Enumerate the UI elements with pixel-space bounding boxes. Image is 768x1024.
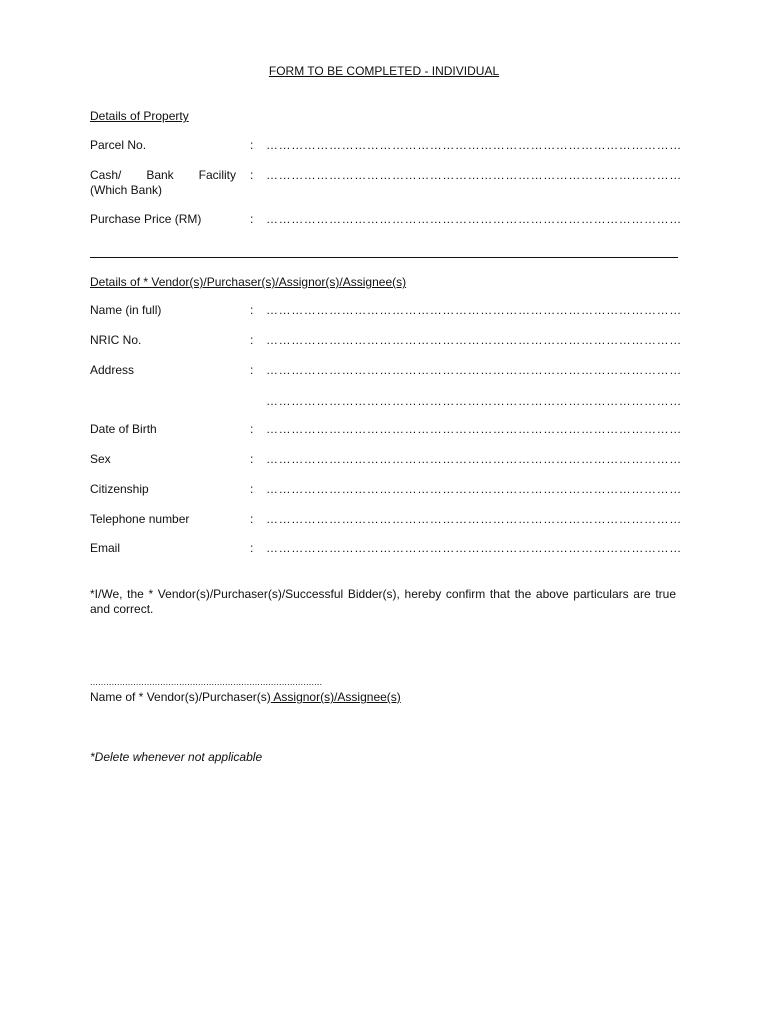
bank-word: Bank — [146, 168, 174, 182]
nric-label: NRIC No. — [90, 333, 142, 347]
parcel-no-label: Parcel No. — [90, 138, 147, 152]
name-label: Name (in full) — [90, 303, 162, 317]
cash-bank-field[interactable]: ……………………………………………………………………………………… — [266, 168, 682, 182]
telephone-label: Telephone number — [90, 512, 190, 526]
cash-word: Cash/ — [90, 168, 122, 182]
name-colon: : — [250, 303, 254, 317]
name-field[interactable]: ……………………………………………………………………………………… — [266, 303, 682, 317]
email-label: Email — [90, 541, 121, 555]
cash-bank-colon: : — [250, 168, 254, 182]
cash-bank-facility-label — [90, 168, 236, 182]
address-label: Address — [90, 363, 135, 377]
signature-name-part1: Name of * Vendor(s)/Purchaser(s) — [90, 690, 271, 704]
form-title: FORM TO BE COMPLETED - INDIVIDUAL — [268, 64, 500, 78]
address-field-line-1[interactable]: ……………………………………………………………………………………… — [266, 363, 682, 377]
section-divider — [90, 257, 678, 258]
address-field-line-2[interactable]: ……………………………………………………………………………………… — [266, 394, 682, 408]
declaration-text: *I/We, the * Vendor(s)/Purchaser(s)/Successful Bidder(s), hereby confirm that the above particulars are true and correct. — [90, 587, 676, 616]
parcel-no-colon: : — [250, 138, 254, 152]
signature-name-label — [90, 690, 401, 704]
nric-colon: : — [250, 333, 254, 347]
dob-label: Date of Birth — [90, 422, 157, 436]
purchase-price-field[interactable]: ……………………………………………………………………………………… — [266, 212, 682, 226]
sex-label: Sex — [90, 452, 111, 466]
citizenship-colon: : — [250, 482, 254, 496]
property-section-heading: Details of Property — [90, 109, 189, 123]
citizenship-label: Citizenship — [90, 482, 149, 496]
purchase-price-colon: : — [250, 212, 254, 226]
footnote: *Delete whenever not applicable — [90, 750, 263, 764]
email-field[interactable]: ……………………………………………………………………………………… — [266, 541, 682, 555]
sex-colon: : — [250, 452, 254, 466]
dob-colon: : — [250, 422, 254, 436]
telephone-colon: : — [250, 512, 254, 526]
address-colon: : — [250, 363, 254, 377]
dob-field[interactable]: ……………………………………………………………………………………… — [266, 422, 682, 436]
which-bank-label: (Which Bank) — [90, 183, 163, 197]
nric-field[interactable]: ……………………………………………………………………………………… — [266, 333, 682, 347]
signature-name-part2: Assignor(s)/Assignee(s) — [270, 690, 401, 704]
facility-word: Facility — [198, 168, 236, 182]
signature-line[interactable]: ...................................................................................... — [90, 677, 323, 687]
party-section-heading: Details of * Vendor(s)/Purchaser(s)/Assignor(s)/Assignee(s) — [90, 275, 407, 289]
purchase-price-label: Purchase Price (RM) — [90, 212, 202, 226]
telephone-field[interactable]: ……………………………………………………………………………………… — [266, 512, 682, 526]
email-colon: : — [250, 541, 254, 555]
citizenship-field[interactable]: ……………………………………………………………………………………… — [266, 482, 682, 496]
parcel-no-field[interactable]: ……………………………………………………………………………………… — [266, 138, 682, 152]
sex-field[interactable]: ……………………………………………………………………………………… — [266, 452, 682, 466]
